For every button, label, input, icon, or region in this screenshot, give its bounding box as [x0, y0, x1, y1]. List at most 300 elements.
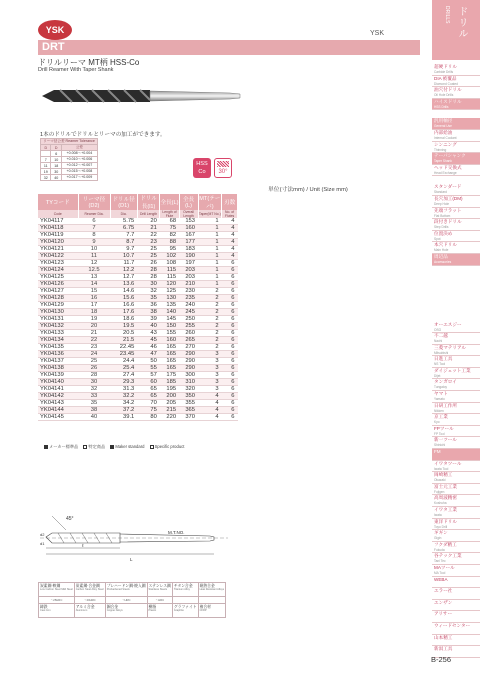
- tolerance-table: [40, 138, 98, 181]
- table-cell: 12.5: [78, 267, 110, 274]
- table-cell: 25: [137, 253, 160, 260]
- table-cell: 6.75: [110, 225, 137, 232]
- table-cell: 47: [137, 351, 160, 358]
- table-row: [38, 281, 238, 288]
- table-cell: YK04119: [38, 232, 78, 239]
- table-cell: 115: [160, 267, 179, 274]
- table-cell: 205: [160, 400, 179, 407]
- material-hardness: 〜40HRC: [74, 597, 105, 604]
- table-cell: 4: [222, 218, 238, 225]
- sidebar-item[interactable]: [432, 368, 480, 380]
- sidebar-item-label-en: Kyo: [434, 420, 440, 425]
- table-cell: YK04117: [38, 218, 78, 225]
- material-name-en: Heat Resistant Alloys: [199, 588, 225, 592]
- sidebar-item-label-en: Gigin: [434, 536, 442, 541]
- table-cell: YK04144: [38, 407, 78, 414]
- sidebar-item[interactable]: [432, 565, 480, 577]
- sidebar-item[interactable]: [432, 588, 480, 600]
- sidebar-item[interactable]: [432, 623, 480, 635]
- table-row: [38, 260, 238, 267]
- sidebar-item-label: 油穴付ドリル: [434, 87, 462, 93]
- tolerance-cell: +0.015〜+0.008: [61, 169, 97, 175]
- tolerance-cell: 11: [41, 163, 51, 169]
- table-cell: 6: [222, 274, 238, 281]
- tolerance-header: D: [51, 145, 61, 151]
- table-cell: 4: [198, 414, 222, 421]
- material-name: チタン合金: [173, 584, 193, 588]
- table-cell: 350: [179, 393, 198, 400]
- tolerance-cell: 32: [41, 175, 51, 181]
- table-cell: 255: [179, 323, 198, 330]
- table-row: [38, 351, 238, 358]
- table-cell: 25: [78, 358, 110, 365]
- table-cell: 108: [160, 260, 179, 267]
- sidebar-item[interactable]: [432, 165, 480, 177]
- table-row: [38, 232, 238, 239]
- table-cell: 15.6: [110, 295, 137, 302]
- tolerance-cell: +0.010〜+0.006: [61, 157, 97, 163]
- sidebar-item-label-en: Deep Hole: [434, 201, 450, 206]
- table-row: [38, 225, 238, 232]
- table-cell: 2: [198, 344, 222, 351]
- table-cell: 70: [137, 400, 160, 407]
- table-cell: 5.75: [110, 218, 137, 225]
- col-header-drill-dia: ドリル径(D1): [110, 194, 137, 210]
- material-cell: [39, 583, 75, 597]
- table-cell: 355: [179, 400, 198, 407]
- table-cell: 6: [222, 393, 238, 400]
- table-cell: 4: [222, 225, 238, 232]
- sidebar-item-label: 日研工作所: [434, 402, 457, 408]
- material-name: 鋳鉄: [40, 605, 48, 609]
- table-cell: 21: [137, 225, 160, 232]
- table-cell: 17: [78, 302, 110, 309]
- sidebar-item-label-en: Accessories: [434, 259, 452, 264]
- helix-icon: [217, 161, 229, 167]
- material-hardness: 〜25HRC: [39, 597, 75, 604]
- sidebar-item-label: 東洋ドリル: [434, 518, 457, 524]
- table-cell: 23: [137, 239, 160, 246]
- table-cell: 24.4: [110, 358, 137, 365]
- table-row: [38, 323, 238, 330]
- table-cell: 320: [179, 386, 198, 393]
- material-name: グラファイト: [173, 605, 197, 609]
- material-name: ステンレス鋼: [148, 584, 171, 588]
- material-cell: [39, 604, 75, 618]
- material-name-en: Stainless Steels: [148, 588, 168, 592]
- table-cell: 9.7: [110, 246, 137, 253]
- table-cell: 35: [78, 400, 110, 407]
- helix-angle-badge: [214, 158, 232, 178]
- sidebar-item-label-en: Spot: [434, 236, 441, 241]
- material-name: 樹脂: [148, 605, 157, 609]
- sidebar-item[interactable]: [432, 611, 480, 623]
- sidebar-item-label-en: Okazaki: [434, 478, 446, 483]
- sidebar-item[interactable]: [432, 242, 480, 254]
- col-header-code: TYコード: [38, 194, 78, 210]
- sidebar-spacer: [432, 306, 480, 314]
- sidebar-spacer: [432, 176, 480, 184]
- table-cell: 30: [137, 281, 160, 288]
- material-name-en: Titanium Alloy: [173, 588, 190, 592]
- sidebar-item[interactable]: [432, 99, 480, 111]
- table-cell: 68: [160, 218, 179, 225]
- tolerance-header: D: [41, 145, 51, 151]
- table-cell: 26: [137, 260, 160, 267]
- sidebar-item-label: スタンダード: [434, 184, 462, 190]
- table-cell: 6: [222, 267, 238, 274]
- table-cell: 1: [198, 253, 222, 260]
- table-cell: 7: [78, 225, 110, 232]
- table-cell: YK04121: [38, 246, 78, 253]
- sidebar-tab-label: ドリル: [456, 6, 467, 39]
- table-cell: 300: [179, 372, 198, 379]
- table-row: [38, 246, 238, 253]
- table-row: [38, 288, 238, 295]
- material-cell: [198, 583, 226, 597]
- table-cell: YK04131: [38, 316, 78, 323]
- title-bar: [38, 40, 420, 55]
- product-name-en: Drill Reamer With Taper Shank: [38, 67, 114, 73]
- table-cell: 6: [222, 379, 238, 386]
- tolerance-cell: 6: [51, 151, 61, 157]
- table-cell: 19.5: [110, 323, 137, 330]
- table-cell: 4: [222, 253, 238, 260]
- table-row: [38, 316, 238, 323]
- hss-co-badge: [193, 158, 211, 178]
- sidebar-item-label-en: Taper Shank: [434, 159, 452, 164]
- table-cell: 2: [198, 330, 222, 337]
- sidebar-item[interactable]: [432, 153, 480, 165]
- sidebar-item-label-en: General Use: [434, 124, 452, 129]
- tolerance-header: 公差: [61, 145, 97, 151]
- table-cell: 26: [78, 365, 110, 372]
- table-cell: 6: [222, 365, 238, 372]
- col-header-reamer-dia: リーマ径(D2): [78, 194, 110, 210]
- table-cell: YK04134: [38, 337, 78, 344]
- table-cell: 35: [137, 295, 160, 302]
- table-cell: 6: [222, 372, 238, 379]
- sidebar-item-label-en: Nachi: [434, 339, 443, 344]
- col-header-taper: MT(テーパ): [199, 196, 221, 210]
- table-cell: 20.5: [110, 330, 137, 337]
- sidebar-item[interactable]: [432, 507, 480, 519]
- sidebar-item[interactable]: [432, 196, 480, 208]
- table-cell: YK04129: [38, 302, 78, 309]
- col-subheader: Drill Length: [137, 210, 160, 218]
- table-cell: 6: [222, 302, 238, 309]
- table-cell: 23: [78, 344, 110, 351]
- L-label: L: [130, 557, 133, 562]
- table-cell: 240: [179, 302, 198, 309]
- sidebar-item-label: イワタ工業: [434, 507, 457, 512]
- table-cell: 37.2: [110, 407, 137, 414]
- sidebar-item-label: フクダ精工: [434, 541, 457, 547]
- sidebar-item-label-en: Iwata Tool: [434, 466, 449, 471]
- table-cell: 16.6: [110, 302, 137, 309]
- table-cell: 20: [137, 218, 160, 225]
- sidebar-item-label-en: Koshuha: [434, 501, 447, 506]
- table-cell: 200: [160, 393, 179, 400]
- table-cell: 265: [179, 337, 198, 344]
- angle-leader-line: [52, 516, 66, 530]
- material-name: 炭素鋼·合金鋼: [75, 584, 100, 588]
- sidebar-item[interactable]: [432, 322, 480, 334]
- table-cell: 153: [179, 218, 198, 225]
- sidebar-item[interactable]: [432, 484, 480, 496]
- sidebar-item-label-en: Fukuda: [434, 547, 445, 552]
- sidebar-item[interactable]: [432, 118, 480, 130]
- sidebar-item[interactable]: [432, 333, 480, 345]
- page-title: DRT: [42, 41, 65, 53]
- table-cell: 20: [78, 323, 110, 330]
- sidebar-item-label: エラー社: [434, 588, 453, 594]
- empty-square-icon: [83, 445, 87, 449]
- table-cell: 370: [179, 414, 198, 421]
- col-header-drill-length: ドリル長(l1): [137, 194, 160, 210]
- sidebar-item[interactable]: [432, 231, 480, 243]
- sidebar-item-label: 先端フラット: [434, 207, 462, 213]
- badge-material-line2: Co: [198, 169, 206, 175]
- tolerance-cell: +0.008〜+0.004: [61, 151, 97, 157]
- col-subheader: Dia.: [110, 210, 137, 218]
- sidebar-item-label: アリサー: [434, 611, 453, 617]
- table-cell: YK04141: [38, 386, 78, 393]
- table-row: [38, 330, 238, 337]
- table-cell: 30: [78, 379, 110, 386]
- table-cell: 16: [78, 295, 110, 302]
- sidebar-item[interactable]: [432, 403, 480, 415]
- table-cell: 18: [78, 309, 110, 316]
- table-cell: YK04137: [38, 358, 78, 365]
- sidebar-item[interactable]: [432, 254, 480, 266]
- table-cell: 245: [179, 309, 198, 316]
- table-cell: 4: [198, 407, 222, 414]
- d1-label: d1: [40, 541, 45, 546]
- table-cell: 6: [222, 316, 238, 323]
- sidebar-item-label: ハイスドリル: [434, 98, 462, 104]
- table-cell: YK04130: [38, 309, 78, 316]
- sidebar-item[interactable]: [432, 391, 480, 403]
- sidebar-item[interactable]: [432, 437, 480, 449]
- col-subheader: Reamer Dia.: [78, 210, 110, 218]
- table-cell: 1: [198, 232, 222, 239]
- table-cell: 25: [137, 246, 160, 253]
- sidebar-item[interactable]: [432, 64, 480, 76]
- table-cell: 24: [78, 351, 110, 358]
- table-cell: 88: [160, 239, 179, 246]
- sidebar-item-label-en: Internal Coolant: [434, 135, 457, 140]
- table-cell: 175: [160, 372, 179, 379]
- legend-standard-jp: メーカー標準品: [49, 444, 79, 449]
- table-cell: 21: [78, 330, 110, 337]
- table-cell: 38: [78, 407, 110, 414]
- tolerance-title: リーマ径公差 Reamer Tolerance: [41, 139, 98, 145]
- table-cell: 165: [160, 351, 179, 358]
- table-cell: 3: [198, 351, 222, 358]
- material-cell: [147, 604, 172, 618]
- sidebar-item-label: 内部給油: [434, 129, 453, 135]
- table-cell: 15: [78, 288, 110, 295]
- table-cell: 1: [198, 260, 222, 267]
- table-cell: 28: [137, 267, 160, 274]
- table-cell: 177: [179, 239, 198, 246]
- table-cell: 210: [179, 281, 198, 288]
- table-cell: YK04142: [38, 393, 78, 400]
- table-cell: 230: [179, 288, 198, 295]
- sidebar-item-label-en: Standard: [434, 190, 447, 195]
- sidebar-item-label-en: Thinning: [434, 147, 447, 152]
- sidebar-item[interactable]: [432, 356, 480, 368]
- sidebar-item[interactable]: [432, 379, 480, 391]
- table-cell: 215: [160, 407, 179, 414]
- table-cell: 11.7: [110, 260, 137, 267]
- sidebar-item-label-en: Flat Bottom: [434, 213, 451, 218]
- table-cell: 150: [160, 323, 179, 330]
- sidebar-item-label-en: Head Exchange: [434, 170, 457, 175]
- table-cell: 38: [137, 309, 160, 316]
- tolerance-cell: +0.017〜+0.009: [61, 175, 97, 181]
- table-cell: 165: [160, 358, 179, 365]
- table-row: [38, 400, 238, 407]
- table-cell: 28: [78, 372, 110, 379]
- sidebar-item[interactable]: [432, 495, 480, 507]
- table-row: [38, 309, 238, 316]
- table-cell: 365: [179, 407, 198, 414]
- table-cell: 1: [198, 274, 222, 281]
- table-cell: 34.2: [110, 400, 137, 407]
- table-cell: 6: [222, 414, 238, 421]
- sidebar-item[interactable]: [432, 130, 480, 142]
- table-cell: 6: [222, 288, 238, 295]
- table-cell: 6: [222, 281, 238, 288]
- sidebar-item[interactable]: [432, 426, 480, 438]
- category-sidebar: [432, 0, 480, 652]
- sidebar-item-label-en: NS Tool: [434, 362, 446, 367]
- sidebar-item-label-en: Nikken: [434, 408, 444, 413]
- material-name-en: Cast Iron: [40, 609, 51, 613]
- table-cell: 290: [179, 351, 198, 358]
- sidebar-item-label: FPツール: [434, 425, 454, 431]
- sidebar-item[interactable]: [432, 553, 480, 565]
- sidebar-item[interactable]: [432, 208, 480, 220]
- table-cell: 22: [78, 337, 110, 344]
- sidebar-item[interactable]: [432, 461, 480, 473]
- sidebar-item-label-en: Tani Tec: [434, 559, 446, 564]
- table-cell: 6: [222, 407, 238, 414]
- table-cell: 290: [179, 358, 198, 365]
- sidebar-item[interactable]: [432, 345, 480, 357]
- table-cell: 11: [78, 253, 110, 260]
- sidebar-item[interactable]: [432, 542, 480, 554]
- sidebar-item-label: 不二越: [434, 333, 448, 339]
- table-row: [38, 365, 238, 372]
- table-cell: 6: [222, 309, 238, 316]
- table-cell: 1: [198, 239, 222, 246]
- table-cell: 14: [78, 281, 110, 288]
- sidebar-item[interactable]: [432, 184, 480, 196]
- table-cell: 55: [137, 365, 160, 372]
- sidebar-item[interactable]: [432, 449, 480, 461]
- table-cell: 235: [179, 295, 198, 302]
- table-cell: 145: [160, 316, 179, 323]
- table-cell: 3: [198, 365, 222, 372]
- table-cell: 43: [137, 330, 160, 337]
- table-cell: 160: [179, 225, 198, 232]
- col-header-flute-length: 全長(L): [160, 194, 179, 210]
- sidebar-item[interactable]: [432, 219, 480, 231]
- table-cell: 6: [222, 351, 238, 358]
- table-cell: YK04122: [38, 253, 78, 260]
- table-cell: YK04120: [38, 239, 78, 246]
- table-cell: YK04136: [38, 351, 78, 358]
- sidebar-item[interactable]: [432, 142, 480, 154]
- sidebar-item[interactable]: [432, 472, 480, 484]
- table-cell: YK04125: [38, 274, 78, 281]
- table-cell: 80: [137, 414, 160, 421]
- sidebar-item-label: ダイジェット工業: [434, 367, 471, 373]
- sidebar-item-label: 新一ツール: [434, 437, 457, 443]
- table-cell: 250: [179, 316, 198, 323]
- sidebar-item-label: タンガロイ: [434, 379, 457, 385]
- table-row: [38, 379, 238, 386]
- sidebar-item-label-en: Toyo Drill: [434, 524, 448, 529]
- table-cell: 82: [160, 232, 179, 239]
- sidebar-item[interactable]: [432, 530, 480, 542]
- sidebar-item[interactable]: [432, 76, 480, 88]
- sidebar-item-label: 三菱マテリアル: [434, 344, 466, 350]
- col-subheader: No. of Flutes: [222, 210, 238, 218]
- sidebar-item[interactable]: [432, 577, 480, 589]
- table-cell: 185: [160, 379, 179, 386]
- sidebar-item[interactable]: [432, 87, 480, 99]
- brand-name: YSK: [370, 30, 385, 37]
- table-cell: YK04140: [38, 379, 78, 386]
- table-cell: 75: [160, 225, 179, 232]
- sidebar-spacer: [432, 298, 480, 306]
- sidebar-spacer: [432, 282, 480, 290]
- table-cell: 6: [222, 260, 238, 267]
- table-cell: 65: [137, 386, 160, 393]
- sidebar-item[interactable]: [432, 519, 480, 531]
- sidebar-item-label-en: Shinichi: [434, 443, 446, 448]
- material-name: 炭素鋼·軟鋼: [40, 584, 61, 588]
- sidebar-tab-drills[interactable]: [432, 0, 480, 60]
- sidebar-item-label: 岡崎精工: [434, 472, 453, 478]
- table-cell: 1: [198, 246, 222, 253]
- table-cell: 203: [179, 267, 198, 274]
- sidebar-item[interactable]: [432, 635, 480, 647]
- sidebar-item[interactable]: [432, 600, 480, 612]
- table-cell: 270: [179, 344, 198, 351]
- material-cell: [74, 604, 105, 618]
- table-cell: 10.7: [110, 253, 137, 260]
- sidebar-item-label: オーエスジー: [434, 321, 462, 327]
- table-cell: 23.45: [110, 351, 137, 358]
- table-cell: 2: [198, 316, 222, 323]
- sidebar-item-label: エンザン: [434, 599, 453, 605]
- sidebar-item-label-en: Main Hole: [434, 248, 449, 253]
- table-cell: 3: [198, 379, 222, 386]
- sidebar-item-label-en: FP Tool: [434, 431, 445, 436]
- table-cell: 135: [160, 302, 179, 309]
- table-row: [38, 386, 238, 393]
- sidebar-item[interactable]: [432, 414, 480, 426]
- material-name-en: Graphite: [173, 609, 184, 613]
- filled-square-icon: [110, 445, 114, 449]
- brand-logo: YSK: [38, 20, 72, 40]
- tolerance-cell: 19: [41, 169, 51, 175]
